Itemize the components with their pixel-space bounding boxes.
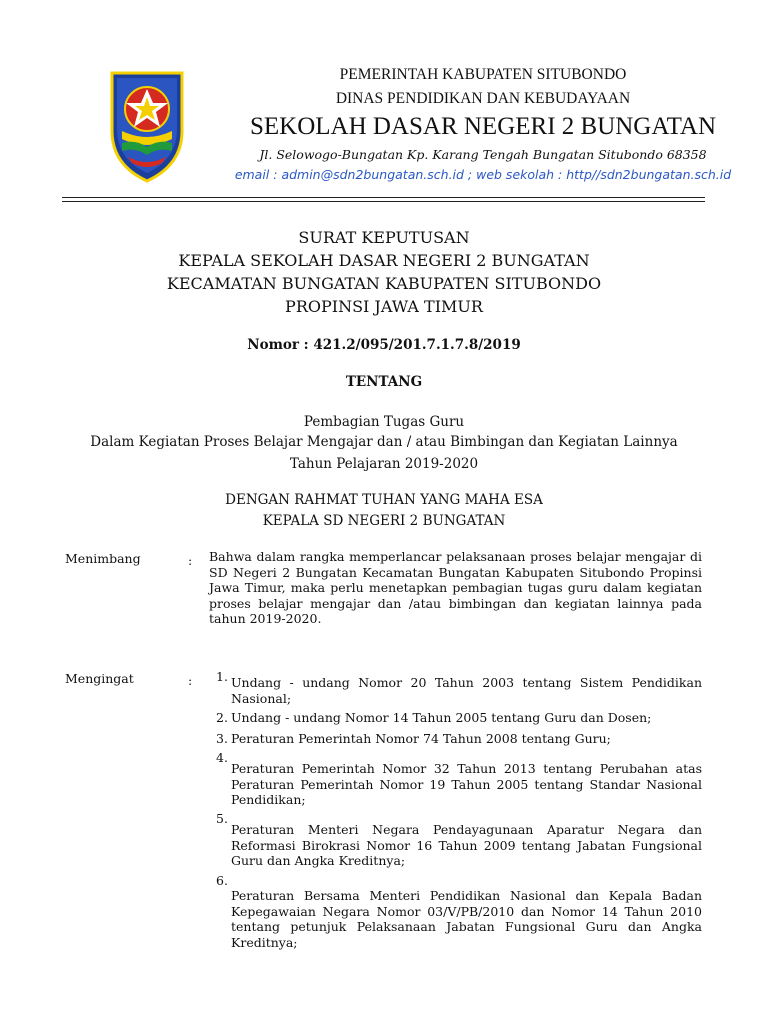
decree-number: Nomor : 421.2/095/201.7.1.7.8/2019	[247, 337, 521, 353]
menimbang-text: Bahwa dalam rangka memperlancar pelaksanaan proses belajar mengajar di SD Negeri 2 Bungatan Kecamatan Bungatan Kabupaten Situbondo Propinsi Jawa Timur, maka perlu menetapkan pembagian tugas guru dalam kegiatan proses belajar mengajar dan /atau bimbingan dan kegiatan lainnya pada tahun 2019-2020.	[209, 549, 702, 626]
menimbang-colon: :	[188, 553, 193, 568]
situbondo-emblem-logo	[108, 69, 186, 185]
letterhead-government: PEMERINTAH KABUPATEN SITUBONDO	[339, 66, 627, 83]
list-item: Peraturan Menteri Negara Pendayagunaan Aparatur Negara dan Reformasi Birokrasi Nomor 16 Tahun 2009 tentang Jabatan Fungsional Guru dan Angka Kreditnya;	[231, 822, 702, 868]
list-item-number: 1.	[216, 669, 228, 684]
subject-line2: Dalam Kegiatan Proses Belajar Mengajar dan / atau Bimbingan dan Kegiatan Lainnya	[90, 434, 678, 450]
list-item-number: 6.	[216, 873, 228, 888]
subject-line3: Tahun Pelajaran 2019-2020	[289, 456, 479, 472]
about-heading: TENTANG	[345, 374, 423, 390]
menimbang-label: Menimbang	[65, 551, 141, 566]
letterhead-school-name: SEKOLAH DASAR NEGERI 2 BUNGATAN	[249, 113, 717, 140]
mengingat-label: Mengingat	[65, 671, 134, 686]
subject-line1: Pembagian Tugas Guru	[303, 414, 465, 430]
letterhead-agency: DINAS PENDIDIKAN DAN KEBUDAYAAN	[335, 90, 631, 107]
blessing-line: DENGAN RAHMAT TUHAN YANG MAHA ESA	[225, 492, 543, 508]
decree-title-line3: KECAMATAN BUNGATAN KABUPATEN SITUBONDO	[166, 274, 602, 293]
list-item: Peraturan Bersama Menteri Pendidikan Nasional dan Kepala Badan Kepegawaian Negara Nomor 03/V/PB/2010 dan Nomor 14 Tahun 2010 tentang petunjuk Pelaksanaan Jabatan Fungsional Guru dan Angka Kreditnya;	[231, 888, 702, 950]
issuer-line: KEPALA SD NEGERI 2 BUNGATAN	[262, 513, 506, 529]
list-item: Peraturan Pemerintah Nomor 32 Tahun 2013 tentang Perubahan atas Peraturan Pemerintah Nomor 19 Tahun 2005 tentang Standar Nasional Pendidikan;	[231, 761, 702, 807]
letterhead-address: Jl. Selowogo-Bungatan Kp. Karang Tengah Bungatan Situbondo 68358	[259, 147, 707, 162]
letterhead-rule-thick	[62, 197, 705, 198]
list-item-number: 3.	[216, 731, 228, 746]
list-item-number: 4.	[216, 750, 228, 765]
decree-title: SURAT KEPUTUSAN	[298, 228, 470, 247]
letterhead-rule-thin	[62, 201, 705, 202]
list-item: Undang - undang Nomor 20 Tahun 2003 tentang Sistem Pendidikan Nasional;	[231, 675, 702, 706]
list-item: Undang - undang Nomor 14 Tahun 2005 tentang Guru dan Dosen;	[231, 710, 652, 725]
mengingat-colon: :	[188, 673, 193, 688]
list-item-number: 5.	[216, 811, 228, 826]
list-item-number: 2.	[216, 710, 228, 725]
letterhead-contact[interactable]: email : admin@sdn2bungatan.sch.id ; web sekolah : http//sdn2bungatan.sch.id	[234, 167, 732, 182]
list-item: Peraturan Pemerintah Nomor 74 Tahun 2008 tentang Guru;	[231, 731, 611, 746]
decree-title-line4: PROPINSI JAWA TIMUR	[285, 297, 483, 316]
decree-title-line2: KEPALA SEKOLAH DASAR NEGERI 2 BUNGATAN	[178, 251, 590, 270]
